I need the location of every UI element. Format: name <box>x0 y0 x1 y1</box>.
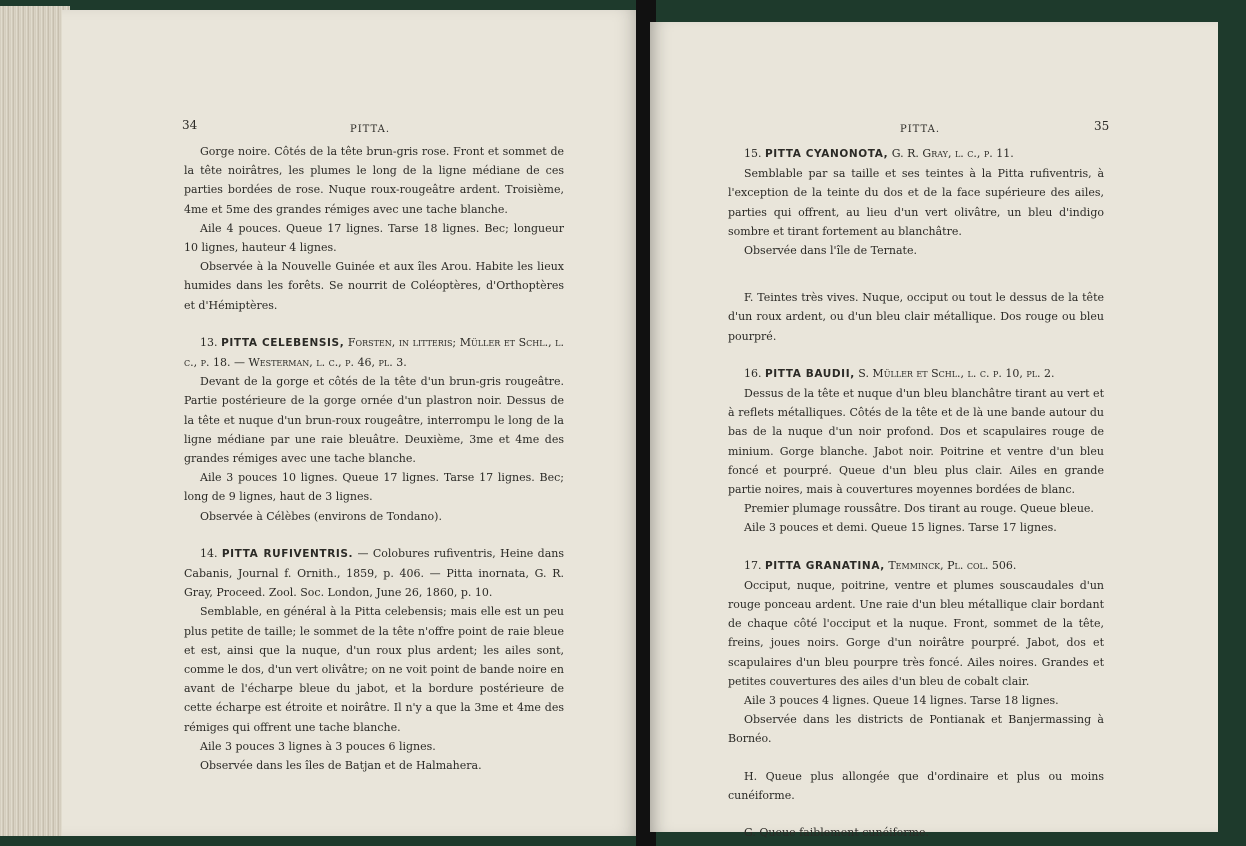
note-f: F. Teintes très vives. Nuque, occiput ou tout le dessus de la tête d'un roux ardent, ou d'un bleu clair métallique. Dos rouge ou bleu pourpré. <box>728 291 1104 343</box>
species-title: PITTA CELEBENSIS, <box>221 336 345 349</box>
species-title: PITTA CYANONOTA, <box>765 148 889 160</box>
note-g: G. Queue faiblement cunéiforme. <box>744 826 929 840</box>
species-number: 17. <box>744 558 762 572</box>
page-number: 34 <box>182 118 198 132</box>
running-head: PITTA. <box>900 124 941 135</box>
species-title: PITTA GRANATINA, <box>765 559 885 572</box>
page-stack-edge <box>0 6 70 836</box>
species-heading-15 <box>728 144 1104 164</box>
species-number: 14. <box>200 546 218 560</box>
note-h: H. Queue plus allongée que d'ordinaire et plus ou moins cunéiforme. <box>728 769 1104 802</box>
paragraph: Premier plumage roussâtre. Dos tirant au rouge. Queue bleue. <box>744 502 1094 516</box>
paragraph: Aile 4 pouces. Queue 17 lignes. Tarse 18 lignes. Bec; longueur 10 lignes, hauteur 4 lignes. <box>184 221 564 255</box>
paragraph: Aile 3 pouces 4 lignes. Queue 14 lignes. Tarse 18 lignes. <box>744 694 1059 708</box>
right-text <box>728 144 1104 842</box>
paragraph: Aile 3 pouces et demi. Queue 15 lignes. Tarse 17 lignes. <box>744 521 1057 535</box>
species-heading-16 <box>728 364 1104 384</box>
species-title: PITTA BAUDII, <box>765 367 855 380</box>
species-heading-17 <box>728 556 1104 576</box>
paragraph: Observée à Célèbes (environs de Tondano). <box>200 509 442 523</box>
paragraph: Observée dans les districts de Pontianak et Banjermassing à Bornéo. <box>728 713 1104 746</box>
right-page <box>650 22 1218 840</box>
paragraph: Observée dans les îles de Batjan et de Halmahera. <box>200 759 482 773</box>
left-page <box>62 10 642 836</box>
species-reference: — Colobures rufiventris, Heine dans Cabanis, Journal f. Ornith., 1859, p. 406. — Pitta inornata, G. R. Gray, Proceed. Zool. Soc. London, June 26, 1860, p. 10. <box>184 546 565 600</box>
running-head: PITTA. <box>350 124 391 135</box>
species-heading-14 <box>184 544 564 603</box>
paragraph: Gorge noire. Côtés de la tête brun-gris rose. Front et sommet de la tête noirâtres, les plumes le long de la ligne médiane de ces parties bordées de rose. Nuque roux-rougeâtre ardent. Troisième, 4me et 5me des grandes rémiges avec une tache blanche. <box>184 145 564 216</box>
species-heading-13 <box>184 333 564 372</box>
page-number: 35 <box>1094 119 1110 133</box>
species-reference: Temminck, Pl. col. 506. <box>888 558 1017 572</box>
paragraph: Dessus de la tête et nuque d'un bleu blanchâtre tirant au vert et à reflets métalliques. Côtés de la tête et de là une bande autour du bas de la nuque d'un noir profond. Dos et scapulaires rouge de minium. Gorge blanche. Jabot noir. Poitrine et ventre d'un bleu foncé et pourpré. Queue d'un bleu plus clair. Ailes en grande partie noires, mais à couvertures moyennes bordées de blanc. <box>728 387 1104 497</box>
paragraph: Semblable par sa taille et ses teintes à la Pitta rufiventris, à l'exception de la teinte du dos et de la face supérieure des ailes, parties qui offrent, au lieu d'un vert olivâtre, un bleu d'indigo sombre et tirant fortement au blanchâtre. <box>728 167 1104 238</box>
species-number: 13. <box>200 335 218 349</box>
page-corner <box>1182 34 1190 42</box>
paragraph: Devant de la gorge et côtés de la tête d'un brun-gris rougeâtre. Partie postérieure de la gorge ornée d'un plastron noir. Dessus de la tête et nuque d'un brun-roux rougeâtre, interrompu le long de la ligne médiane par une raie bleuâtre. Deuxième, 3me et 4me des grandes rémiges avec une tache blanche. <box>184 375 564 466</box>
paragraph: Aile 3 pouces 10 lignes. Queue 17 lignes. Tarse 17 lignes. Bec; long de 9 lignes, haut de 3 lignes. <box>184 471 564 504</box>
paragraph: Observée dans l'île de Ternate. <box>744 244 917 258</box>
species-title: PITTA RUFIVENTRIS. <box>221 547 354 560</box>
paragraph: Aile 3 pouces 3 lignes à 3 pouces 6 lignes. <box>200 739 436 753</box>
species-number: 16. <box>744 366 762 380</box>
species-number: 15. <box>744 147 762 160</box>
paragraph: Occiput, nuque, poitrine, ventre et plumes souscaudales d'un rouge ponceau ardent. Une raie d'un bleu métallique clair bordant de chaque côté l'occiput et la nuque. Front, sommet de la tête, freins, joues noirs. Gorge d'un noirâtre pourpré. Jabot, dos et scapulaires d'un bleu pourpre très foncé. Ailes noires. Grandes et petites couvertures des ailes d'un bleu de cobalt clair. <box>728 578 1104 688</box>
paragraph: Observée à la Nouvelle Guinée et aux îles Arou. Habite les lieux humides dans les forêts. Se nourrit de Coléoptères, d'Orthoptères et d'Hémiptères. <box>184 260 564 312</box>
species-reference: S. Müller et Schl., l. c. p. 10, pl. 2. <box>858 366 1055 380</box>
left-text <box>184 142 564 775</box>
species-reference: G. R. Gray, l. c., p. 11. <box>891 147 1014 160</box>
paragraph: Semblable, en général à la Pitta celebensis; mais elle est un peu plus petite de taille; le sommet de la tête n'offre point de raie bleue et est, ainsi que la nuque, d'un roux plus ardent; les ailes sont, comme le dos, d'un vert olivâtre; on ne voit point de bande noire en avant de l'écharpe bleue du jabot, et la bordure postérieure de cette écharpe est étroite et noirâtre. Il n'y a que la 3me et 4me des rémiges qui offrent une tache blanche. <box>184 605 564 734</box>
species-reference: Forsten, in litteris; Müller et Schl., l. c., p. 18. — Westerman, l. c., p. 46, pl. 3. <box>184 335 564 370</box>
